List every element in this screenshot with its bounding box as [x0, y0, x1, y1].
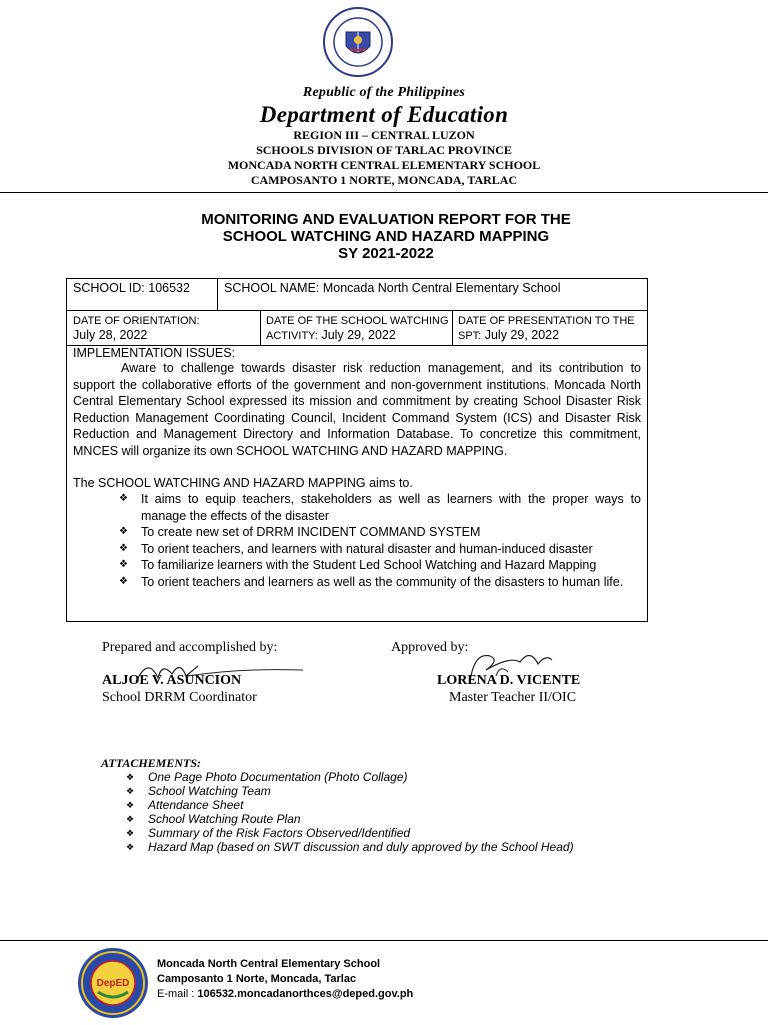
attachments-title: ATTACHEMENTS:	[101, 756, 202, 770]
list-item: ❖ To orient teachers, and learners with natural disaster and human-induced disaster	[119, 541, 641, 558]
list-item: ❖ To create new set of DRRM INCIDENT COMMAND SYSTEM	[119, 524, 641, 541]
presentation-label-cont: SPT:	[458, 330, 482, 342]
list-item: ❖ School Watching Team	[126, 784, 574, 798]
table-divider	[260, 310, 261, 345]
watching-label-cont: ACTIVITY:	[266, 330, 318, 342]
division-heading: SCHOOLS DIVISION OF TARLAC PROVINCE	[256, 143, 512, 157]
list-item: ❖ School Watching Route Plan	[126, 812, 574, 826]
header-divider	[0, 192, 768, 193]
approved-label: Approved by:	[391, 640, 469, 655]
table-divider	[67, 310, 647, 311]
table-divider	[452, 310, 453, 345]
attachments-list	[126, 770, 574, 854]
report-title-line3: SY 2021-2022	[338, 245, 434, 262]
presentation-date-row	[458, 327, 559, 344]
prepared-title: School DRRM Coordinator	[102, 690, 257, 705]
approved-title: Master Teacher II/OIC	[449, 690, 577, 705]
region-heading: REGION III – CENTRAL LUZON	[293, 128, 475, 142]
list-item: ❖ One Page Photo Documentation (Photo Collage)	[126, 770, 574, 784]
list-item: ❖ To orient teachers and learners as well as the community of the disasters to human life.	[119, 574, 641, 591]
address-heading: CAMPOSANTO 1 NORTE, MONCADA, TARLAC	[250, 173, 518, 187]
school-logo	[76, 946, 150, 1020]
orientation-label: DATE OF ORIENTATION:	[73, 315, 200, 327]
presentation-label: DATE OF PRESENTATION TO THE	[458, 315, 635, 327]
issues-paragraph: Aware to challenge towards disaster risk reduction management, and its contribution to support the collaborative efforts of the government and non-government institutions. Moncada North Central Elementary School expressed its mission and commitment by creating School Disaster Risk Reduction Management Coordinating Council, Incident Command System (ICS) and Disaster Risk Reduction and Management Directory and Information Database. To concretize this commitment, MNCES will organize its own SCHOOL WATCHING AND HAZARD MAPPING.	[73, 361, 641, 458]
list-item: ❖ To familiarize learners with the Student Led School Watching and Hazard Mapping	[119, 557, 641, 574]
footer-school: Moncada North Central Elementary School	[157, 958, 381, 970]
watching-date: July 29, 2022	[321, 328, 396, 342]
school-heading: MONCADA NORTH CENTRAL ELEMENTARY SCHOOL	[227, 158, 541, 172]
list-item: ❖ It aims to equip teachers, stakeholders as well as learners with the proper ways to manage the effects of the disaster	[119, 491, 641, 524]
footer-address: Camposanto 1 Norte, Moncada, Tarlac	[157, 973, 357, 985]
report-title-line2: SCHOOL WATCHING AND HAZARD MAPPING	[222, 228, 550, 245]
prepared-label: Prepared and accomplished by:	[102, 640, 278, 655]
list-item: ❖ Attendance Sheet	[126, 798, 574, 812]
presentation-date: July 29, 2022	[484, 328, 560, 342]
list-item: ❖ Summary of the Risk Factors Observed/Identified	[126, 826, 574, 840]
school-id: SCHOOL ID: 106532	[73, 281, 190, 295]
aims-intro: The SCHOOL WATCHING AND HAZARD MAPPING aims to.	[73, 476, 413, 490]
approved-name: LORENA D. VICENTE	[437, 673, 581, 688]
orientation-date: July 28, 2022	[73, 328, 148, 342]
aims-list	[119, 491, 641, 590]
deped-seal-logo	[322, 6, 394, 78]
watching-date-row	[266, 327, 396, 344]
department-heading: Department of Education	[259, 102, 509, 127]
report-table	[66, 278, 648, 622]
list-item: ❖ Hazard Map (based on SWT discussion and duly approved by the School Head)	[126, 840, 574, 854]
footer-email: 106532.moncadanorthces@deped.gov.ph	[197, 988, 414, 1000]
report-title-line1: MONITORING AND EVALUATION REPORT FOR THE	[201, 211, 571, 228]
school-name: SCHOOL NAME: Moncada North Central Elementary School	[224, 281, 561, 295]
watching-label: DATE OF THE SCHOOL WATCHING	[266, 315, 449, 327]
logo-text: DepED	[96, 978, 130, 989]
table-divider	[217, 279, 218, 310]
footer-divider	[0, 940, 768, 941]
prepared-name: ALJOE V. ASUNCION	[102, 673, 242, 688]
issues-label: IMPLEMENTATION ISSUES:	[73, 346, 236, 360]
republic-heading: Republic of the Philippines	[302, 85, 466, 100]
footer-email-label: E-mail :	[157, 988, 195, 1000]
footer-email-row	[157, 988, 413, 1000]
